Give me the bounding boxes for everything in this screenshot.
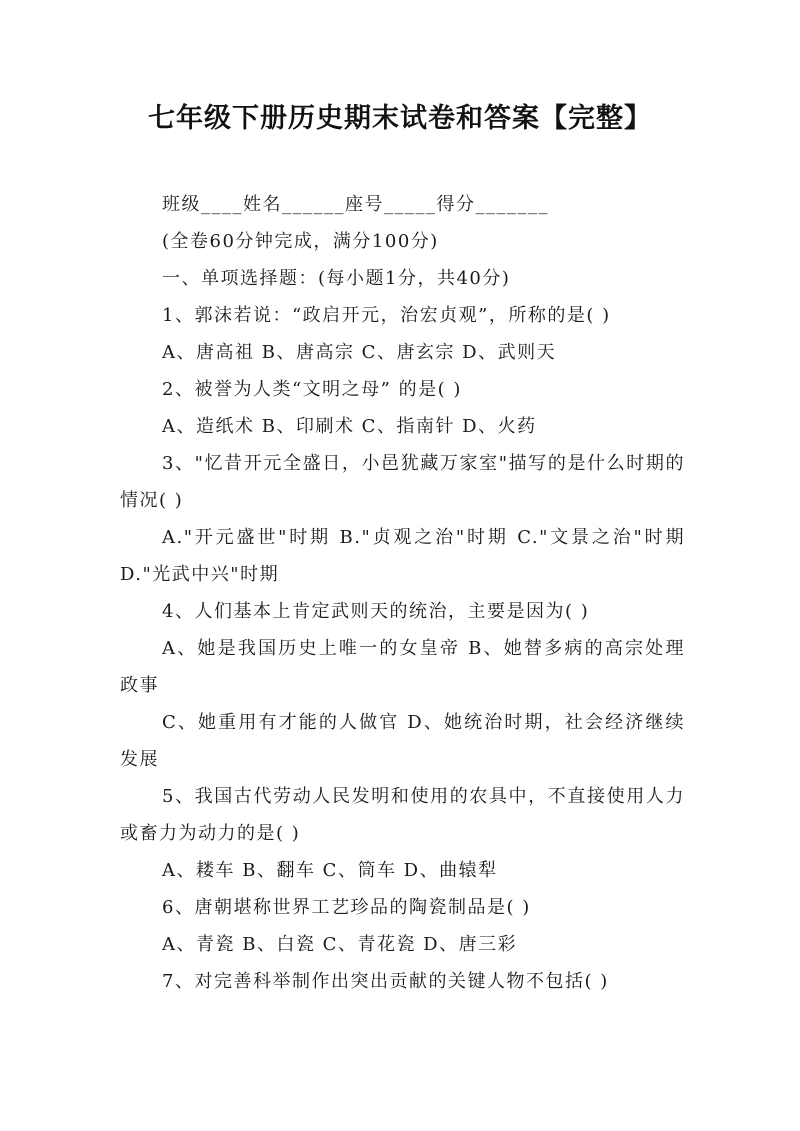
question-2-options: A、造纸术 B、印刷术 C、指南针 D、火药 — [162, 416, 537, 437]
question-2-stem: 2、被誉为人类“文明之母” 的是( ) — [162, 379, 462, 400]
header-fields: 班级____姓名______座号_____得分_______ — [162, 194, 549, 215]
question-3-options: A."开元盛世"时期 B."贞观之治"时期 C."文景之治"时期 D."光武中兴"时期 — [120, 527, 685, 585]
question-4-options-ab: A、她是我国历史上唯一的女皇帝 B、她替多病的高宗处理政事 — [120, 638, 685, 696]
question-3-stem: 3、"忆昔开元全盛日，小邑犹藏万家室"描写的是什么时期的情况( ) — [120, 453, 685, 511]
exam-content — [120, 186, 685, 1000]
page-title: 七年级下册历史期末试卷和答案【完整】 — [148, 103, 652, 134]
instructions: (全卷60分钟完成，满分100分) — [162, 231, 439, 252]
question-1-options: A、唐高祖 B、唐高宗 C、唐玄宗 D、武则天 — [162, 342, 557, 363]
question-7-stem: 7、对完善科举制作出突出贡献的关键人物不包括( ) — [162, 971, 609, 992]
question-5-options: A、耧车 B、翻车 C、筒车 D、曲辕犁 — [162, 860, 498, 881]
question-4-options-cd: C、她重用有才能的人做官 D、她统治时期，社会经济继续发展 — [120, 712, 685, 770]
question-1-stem: 1、郭沫若说：“政启开元，治宏贞观”，所称的是( ) — [162, 305, 611, 326]
question-6-stem: 6、唐朝堪称世界工艺珍品的陶瓷制品是( ) — [162, 897, 531, 918]
question-5-stem: 5、我国古代劳动人民发明和使用的农具中，不直接使用人力或畜力为动力的是( ) — [120, 786, 685, 844]
question-4-stem: 4、人们基本上肯定武则天的统治，主要是因为( ) — [162, 601, 590, 622]
question-6-options: A、青瓷 B、白瓷 C、青花瓷 D、唐三彩 — [162, 934, 518, 955]
section-title: 一、单项选择题：(每小题1分，共40分) — [162, 268, 511, 289]
